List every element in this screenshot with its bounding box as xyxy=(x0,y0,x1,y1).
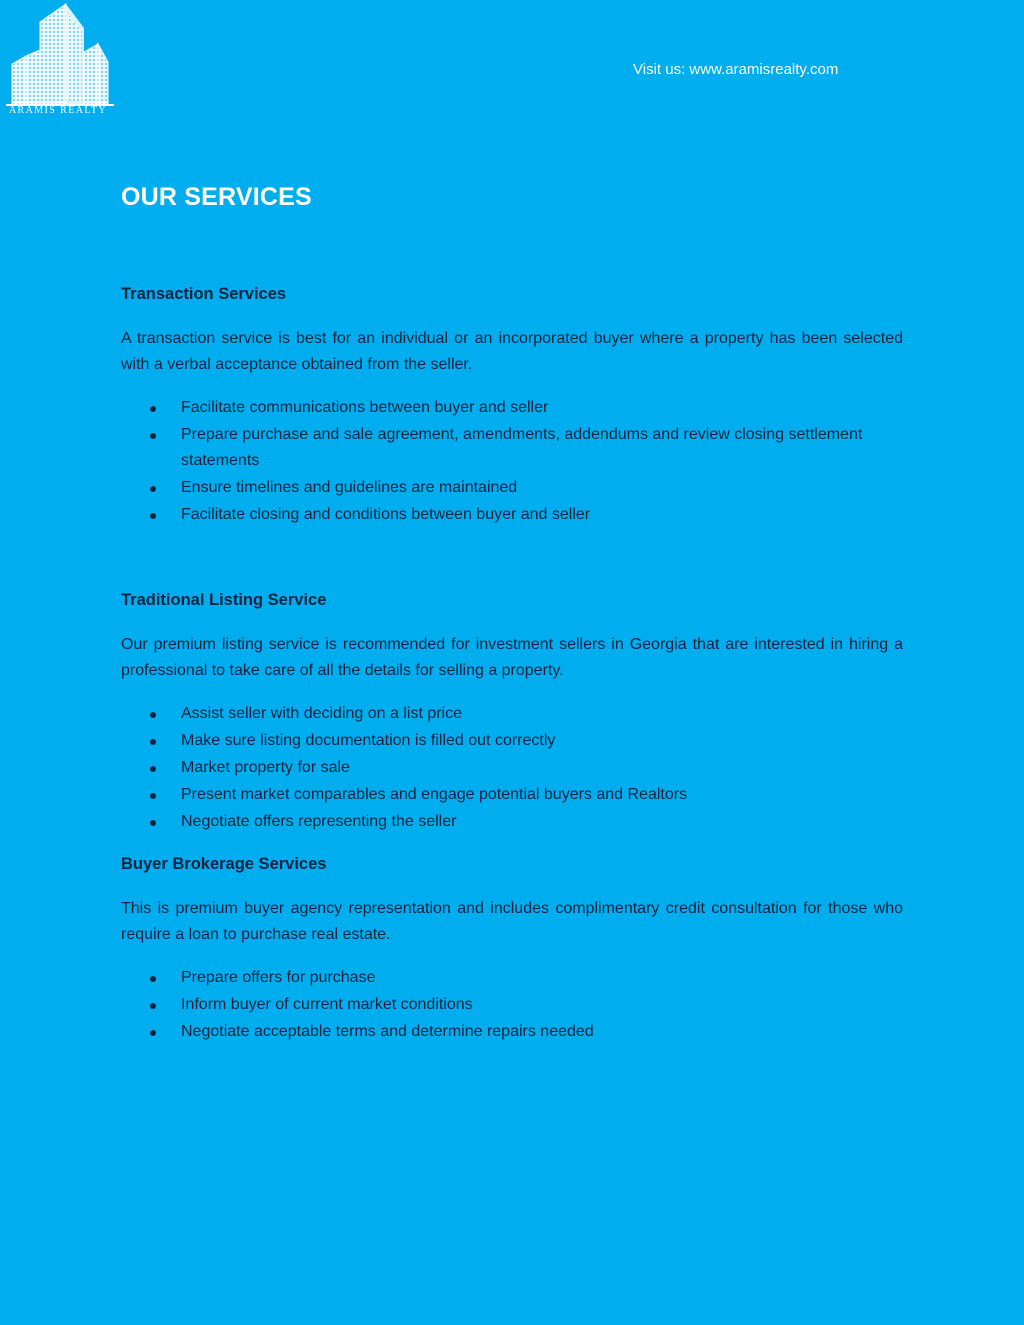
section-intro: This is premium buyer agency representation and includes complimentary credit consultation for those who require a loan to purchase real estate. xyxy=(121,900,903,943)
bullet-icon xyxy=(150,793,156,799)
bullet-icon xyxy=(150,739,156,745)
section-intro: Our premium listing service is recommended for investment sellers in Georgia that are interested in hiring a professional to take care of all the details for selling a property. xyxy=(121,636,903,679)
list-item xyxy=(121,701,903,727)
section-title: Transaction Services xyxy=(121,285,287,303)
list-item-text: Prepare purchase and sale agreement, amendments, addendums and review closing settlement statements xyxy=(181,426,863,469)
list-item-text: Facilitate closing and conditions between buyer and seller xyxy=(181,506,591,523)
page-title: OUR SERVICES xyxy=(121,183,312,211)
section-buyer-brokerage-services xyxy=(121,855,903,1046)
list-item-text: Market property for sale xyxy=(181,759,350,776)
list-item-text: Negotiate acceptable terms and determine repairs needed xyxy=(181,1023,594,1040)
bullet-icon xyxy=(150,406,156,412)
bullet-icon xyxy=(150,820,156,826)
bullet-list xyxy=(121,965,903,1045)
list-item-text: Make sure listing documentation is filled out correctly xyxy=(181,732,556,749)
section-title: Traditional Listing Service xyxy=(121,591,327,609)
list-item-text: Inform buyer of current market conditions xyxy=(181,996,473,1013)
company-logo xyxy=(4,2,116,120)
list-item-text: Negotiate offers representing the seller xyxy=(181,813,457,830)
list-item xyxy=(121,1019,903,1045)
list-item-text: Assist seller with deciding on a list price xyxy=(181,705,463,722)
list-item xyxy=(121,992,903,1018)
list-item xyxy=(121,728,903,754)
logo-wordmark: ARAMIS REALTY xyxy=(8,105,108,116)
section-transaction-services xyxy=(121,285,903,529)
bullet-icon xyxy=(150,976,156,982)
bullet-icon xyxy=(150,766,156,772)
list-item-text: Facilitate communications between buyer and seller xyxy=(181,399,549,416)
bullet-icon xyxy=(150,1030,156,1036)
bullet-list xyxy=(121,395,903,528)
list-item xyxy=(121,782,903,808)
section-title: Buyer Brokerage Services xyxy=(121,855,327,873)
section-intro: A transaction service is best for an individual or an incorporated buyer where a property has been selected with a verbal acceptance obtained from the seller. xyxy=(121,330,903,373)
bullet-list xyxy=(121,701,903,835)
bullet-icon xyxy=(150,486,156,492)
list-item-text: Prepare offers for purchase xyxy=(181,969,376,986)
list-item xyxy=(121,965,903,991)
list-item xyxy=(121,475,903,501)
bullet-icon xyxy=(150,433,156,439)
bullet-icon xyxy=(150,513,156,519)
bullet-icon xyxy=(150,712,156,718)
bullet-icon xyxy=(150,1003,156,1009)
list-item-text: Present market comparables and engage potential buyers and Realtors xyxy=(181,786,688,803)
visit-website-text: Visit us: www.aramisrealty.com xyxy=(633,61,839,78)
list-item xyxy=(121,395,903,421)
list-item-text: Ensure timelines and guidelines are maintained xyxy=(181,479,518,496)
section-traditional-listing-service xyxy=(121,591,903,836)
list-item xyxy=(121,809,903,835)
list-item xyxy=(121,422,903,474)
list-item xyxy=(121,755,903,781)
buildings-icon xyxy=(4,2,116,106)
list-item xyxy=(121,502,903,528)
